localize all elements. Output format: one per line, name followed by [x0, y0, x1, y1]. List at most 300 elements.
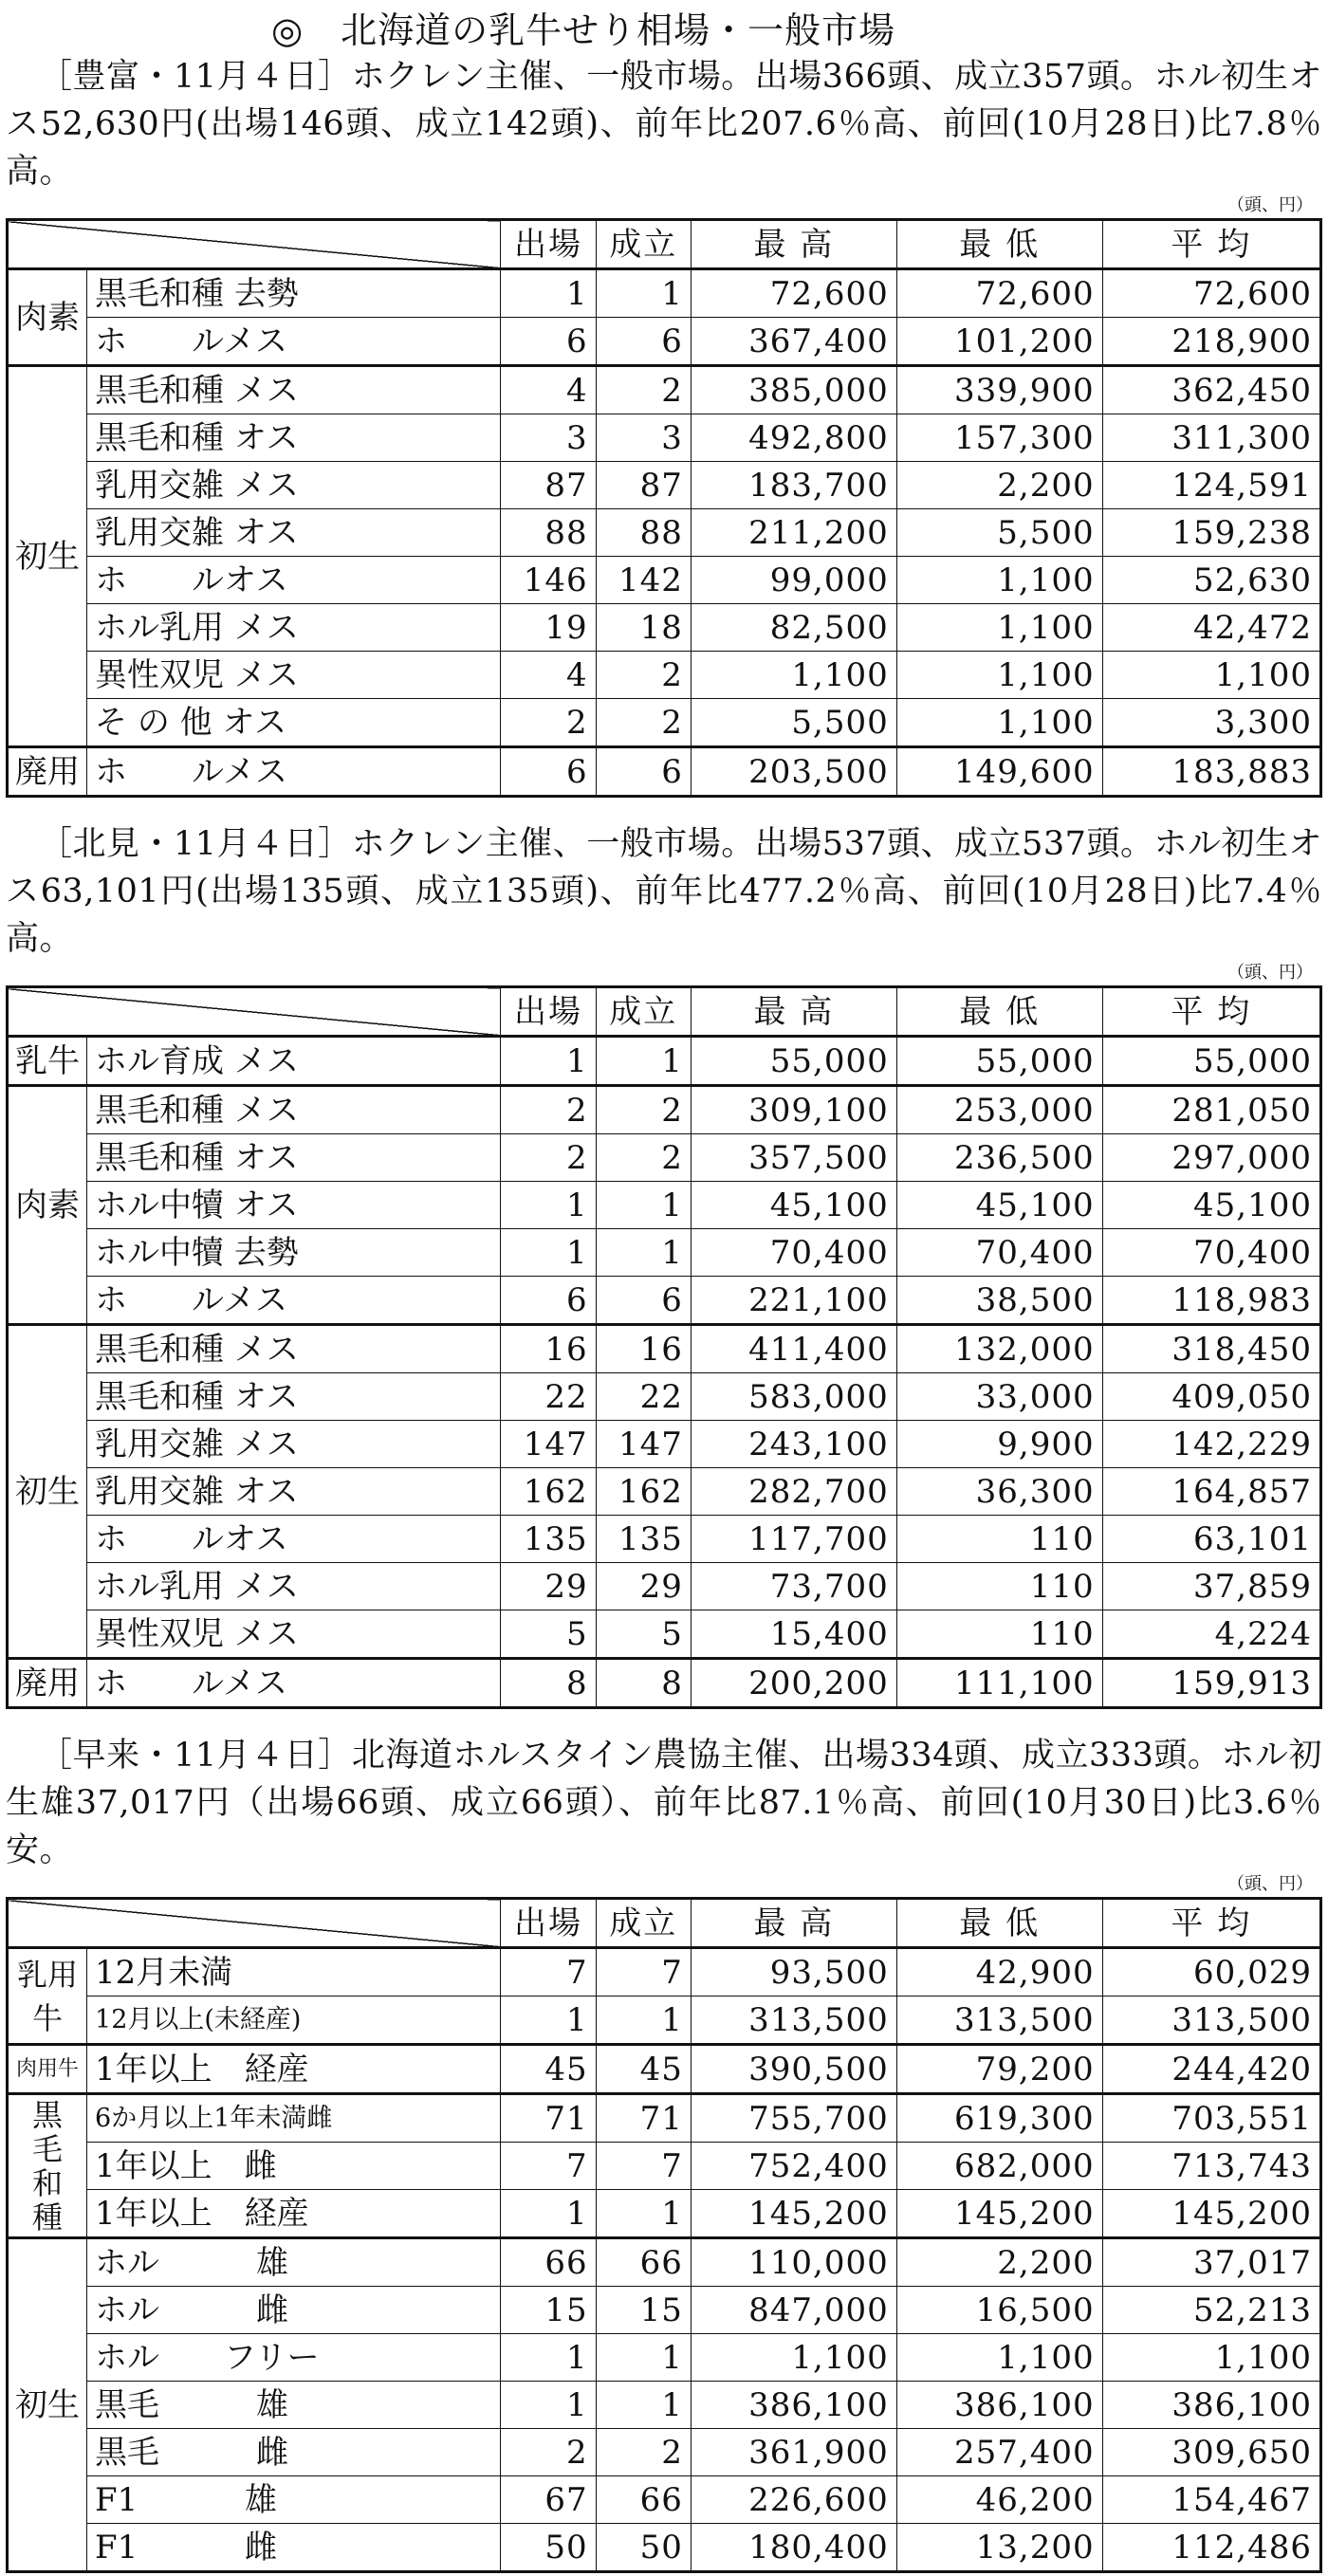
- value-cell: 1: [501, 2382, 596, 2429]
- value-cell: 147: [596, 1421, 691, 1468]
- value-cell: 110,000: [691, 2238, 896, 2287]
- value-cell: 253,000: [896, 1086, 1102, 1134]
- table-row: [8, 1468, 1321, 1516]
- value-cell: 244,420: [1102, 2045, 1320, 2094]
- market-section: [6, 53, 1322, 798]
- row-label: ホル中犢 オス: [87, 1182, 501, 1229]
- table-row: [8, 1659, 1321, 1708]
- table-row: [8, 2143, 1321, 2190]
- value-cell: 162: [501, 1468, 596, 1516]
- value-cell: 145,200: [691, 2190, 896, 2238]
- value-cell: 135: [501, 1516, 596, 1563]
- row-label: ホル中犢 去勢: [87, 1229, 501, 1277]
- value-cell: 752,400: [691, 2143, 896, 2190]
- value-cell: 45,100: [896, 1182, 1102, 1229]
- value-cell: 8: [501, 1659, 596, 1708]
- value-cell: 71: [596, 2094, 691, 2143]
- value-cell: 16: [501, 1325, 596, 1373]
- column-header: 出場: [501, 987, 596, 1037]
- table-row: [8, 604, 1321, 652]
- value-cell: 66: [501, 2238, 596, 2287]
- value-cell: 411,400: [691, 1325, 896, 1373]
- value-cell: 70,400: [896, 1229, 1102, 1277]
- value-cell: 309,100: [691, 1086, 896, 1134]
- value-cell: 6: [501, 747, 596, 797]
- corner-cell: [8, 987, 501, 1037]
- value-cell: 118,983: [1102, 1277, 1320, 1325]
- value-cell: 73,700: [691, 1563, 896, 1610]
- value-cell: 243,100: [691, 1421, 896, 1468]
- market-summary: ［早来・11月４日］北海道ホルスタイン農協主催、出場334頭、成立333頭。ホル初生雄37,017円（出場66頭、成立66頭）、前年比87.1％高、前回(10月30日)比3.6％安。: [6, 1737, 1322, 1869]
- value-cell: 36,300: [896, 1468, 1102, 1516]
- value-cell: 1: [596, 2382, 691, 2429]
- value-cell: 60,029: [1102, 1948, 1320, 1996]
- table-row: [8, 1277, 1321, 1325]
- row-label: ホ ルオス: [87, 1516, 501, 1563]
- market-summary: ［北見・11月４日］ホクレン主催、一般市場。出場537頭、成立537頭。ホル初生オス63,101円(出場135頭、成立135頭)、前年比477.2％高、前回(10月28日)比7.4％高。: [6, 825, 1322, 958]
- row-label: ホ ルメス: [87, 1659, 501, 1708]
- value-cell: 1: [596, 1182, 691, 1229]
- table-row: [8, 2382, 1321, 2429]
- value-cell: 33,000: [896, 1373, 1102, 1421]
- value-cell: 7: [596, 2143, 691, 2190]
- value-cell: 101,200: [896, 318, 1102, 366]
- row-label: F1 雌: [87, 2524, 501, 2572]
- value-cell: 313,500: [691, 1996, 896, 2045]
- table-row: [8, 2094, 1321, 2143]
- value-cell: 313,500: [896, 1996, 1102, 2045]
- value-cell: 117,700: [691, 1516, 896, 1563]
- row-label: ホ ルメス: [87, 1277, 501, 1325]
- column-header: 成立: [596, 987, 691, 1037]
- value-cell: 2: [501, 2429, 596, 2476]
- value-cell: 79,200: [896, 2045, 1102, 2094]
- markets-container: [6, 53, 1322, 2573]
- value-cell: 1,100: [896, 604, 1102, 652]
- value-cell: 72,600: [896, 269, 1102, 318]
- value-cell: 1: [596, 1037, 691, 1086]
- row-label: 12月以上(未経産): [87, 1996, 501, 2045]
- header-row: [8, 987, 1321, 1037]
- value-cell: 713,743: [1102, 2143, 1320, 2190]
- value-cell: 45: [596, 2045, 691, 2094]
- column-header: 最 低: [896, 1899, 1102, 1948]
- price-table: [6, 1897, 1322, 2573]
- value-cell: 1: [501, 269, 596, 318]
- row-label: 乳用交雑 メス: [87, 462, 501, 509]
- row-label: 黒毛 雄: [87, 2382, 501, 2429]
- value-cell: 42,900: [896, 1948, 1102, 1996]
- value-cell: 311,300: [1102, 414, 1320, 462]
- value-cell: 203,500: [691, 747, 896, 797]
- table-row: [8, 462, 1321, 509]
- value-cell: 5,500: [896, 509, 1102, 557]
- group-label: 廃用: [8, 747, 87, 797]
- row-label: 乳用交雑 オス: [87, 509, 501, 557]
- value-cell: 147: [501, 1421, 596, 1468]
- value-cell: 146: [501, 557, 596, 604]
- value-cell: 2: [596, 699, 691, 747]
- value-cell: 3,300: [1102, 699, 1320, 747]
- table-row: [8, 1421, 1321, 1468]
- value-cell: 50: [596, 2524, 691, 2572]
- value-cell: 67: [501, 2476, 596, 2524]
- value-cell: 111,100: [896, 1659, 1102, 1708]
- value-cell: 367,400: [691, 318, 896, 366]
- value-cell: 318,450: [1102, 1325, 1320, 1373]
- value-cell: 162: [596, 1468, 691, 1516]
- value-cell: 110: [896, 1563, 1102, 1610]
- value-cell: 180,400: [691, 2524, 896, 2572]
- unit-label: （頭、円）: [1227, 963, 1313, 983]
- value-cell: 3: [596, 414, 691, 462]
- value-cell: 157,300: [896, 414, 1102, 462]
- value-cell: 281,050: [1102, 1086, 1320, 1134]
- value-cell: 313,500: [1102, 1996, 1320, 2045]
- value-cell: 2,200: [896, 462, 1102, 509]
- value-cell: 93,500: [691, 1948, 896, 1996]
- value-cell: 164,857: [1102, 1468, 1320, 1516]
- group-label: 初生: [8, 366, 87, 747]
- value-cell: 1,100: [691, 652, 896, 699]
- table-row: [8, 366, 1321, 414]
- value-cell: 6: [596, 1277, 691, 1325]
- value-cell: 200,200: [691, 1659, 896, 1708]
- value-cell: 159,913: [1102, 1659, 1320, 1708]
- table-row: [8, 509, 1321, 557]
- value-cell: 1,100: [896, 2334, 1102, 2382]
- value-cell: 2: [596, 2429, 691, 2476]
- value-cell: 847,000: [691, 2287, 896, 2334]
- value-cell: 135: [596, 1516, 691, 1563]
- value-cell: 87: [501, 462, 596, 509]
- value-cell: 1: [596, 2334, 691, 2382]
- row-label: 6か月以上1年未満雌: [87, 2094, 501, 2143]
- column-header: 平 均: [1102, 987, 1320, 1037]
- value-cell: 29: [501, 1563, 596, 1610]
- value-cell: 7: [501, 1948, 596, 1996]
- column-header: 平 均: [1102, 1899, 1320, 1948]
- value-cell: 22: [501, 1373, 596, 1421]
- table-row: [8, 269, 1321, 318]
- table-row: [8, 2045, 1321, 2094]
- value-cell: 72,600: [691, 269, 896, 318]
- market-section: [6, 1732, 1322, 2573]
- row-label: 黒毛 雌: [87, 2429, 501, 2476]
- group-label: 初生: [8, 1325, 87, 1659]
- row-label: 乳用交雑 メス: [87, 1421, 501, 1468]
- value-cell: 1: [501, 1182, 596, 1229]
- corner-cell: [8, 220, 501, 269]
- table-row: [8, 2287, 1321, 2334]
- value-cell: 88: [596, 509, 691, 557]
- table-row: [8, 2334, 1321, 2382]
- table-row: [8, 2429, 1321, 2476]
- row-label: 乳用交雑 オス: [87, 1468, 501, 1516]
- group-label: 乳牛: [8, 1037, 87, 1086]
- value-cell: 5: [501, 1610, 596, 1659]
- value-cell: 385,000: [691, 366, 896, 414]
- value-cell: 5,500: [691, 699, 896, 747]
- value-cell: 386,100: [896, 2382, 1102, 2429]
- group-label: 黒 毛 和 種: [8, 2094, 87, 2238]
- value-cell: 37,017: [1102, 2238, 1320, 2287]
- value-cell: 390,500: [691, 2045, 896, 2094]
- row-label: ホル乳用 メス: [87, 1563, 501, 1610]
- table-row: [8, 414, 1321, 462]
- column-header: 成立: [596, 220, 691, 269]
- value-cell: 1: [596, 2190, 691, 2238]
- value-cell: 703,551: [1102, 2094, 1320, 2143]
- value-cell: 183,883: [1102, 747, 1320, 797]
- value-cell: 619,300: [896, 2094, 1102, 2143]
- row-label: ホル乳用 メス: [87, 604, 501, 652]
- row-label: 黒毛和種 オス: [87, 1373, 501, 1421]
- row-label: 黒毛和種 去勢: [87, 269, 501, 318]
- table-row: [8, 2190, 1321, 2238]
- value-cell: 110: [896, 1610, 1102, 1659]
- value-cell: 257,400: [896, 2429, 1102, 2476]
- value-cell: 7: [501, 2143, 596, 2190]
- value-cell: 5: [596, 1610, 691, 1659]
- value-cell: 50: [501, 2524, 596, 2572]
- value-cell: 88: [501, 509, 596, 557]
- value-cell: 6: [596, 747, 691, 797]
- value-cell: 357,500: [691, 1134, 896, 1182]
- table-row: [8, 318, 1321, 366]
- column-header: 出場: [501, 220, 596, 269]
- group-label: 初生: [8, 2238, 87, 2572]
- value-cell: 3: [501, 414, 596, 462]
- table-row: [8, 2476, 1321, 2524]
- value-cell: 6: [501, 1277, 596, 1325]
- table-row: [8, 1948, 1321, 1996]
- row-label: そ の 他 オス: [87, 699, 501, 747]
- column-header: 平 均: [1102, 220, 1320, 269]
- value-cell: 492,800: [691, 414, 896, 462]
- unit-label: （頭、円）: [1227, 1874, 1313, 1894]
- row-label: 黒毛和種 メス: [87, 366, 501, 414]
- value-cell: 1: [596, 1229, 691, 1277]
- value-cell: 42,472: [1102, 604, 1320, 652]
- table-row: [8, 2524, 1321, 2572]
- table-row: [8, 652, 1321, 699]
- value-cell: 19: [501, 604, 596, 652]
- value-cell: 72,600: [1102, 269, 1320, 318]
- column-header: 最 高: [691, 220, 896, 269]
- value-cell: 145,200: [896, 2190, 1102, 2238]
- value-cell: 2,200: [896, 2238, 1102, 2287]
- value-cell: 52,630: [1102, 557, 1320, 604]
- value-cell: 1,100: [896, 699, 1102, 747]
- value-cell: 45,100: [691, 1182, 896, 1229]
- value-cell: 38,500: [896, 1277, 1102, 1325]
- value-cell: 755,700: [691, 2094, 896, 2143]
- table-row: [8, 1086, 1321, 1134]
- table-row: [8, 1325, 1321, 1373]
- row-label: ホル フリー: [87, 2334, 501, 2382]
- row-label: ホル 雌: [87, 2287, 501, 2334]
- value-cell: 45,100: [1102, 1182, 1320, 1229]
- value-cell: 1: [596, 1996, 691, 2045]
- row-label: ホル育成 メス: [87, 1037, 501, 1086]
- table-row: [8, 1563, 1321, 1610]
- value-cell: 1,100: [1102, 652, 1320, 699]
- row-label: 1年以上 経産: [87, 2190, 501, 2238]
- value-cell: 386,100: [691, 2382, 896, 2429]
- value-cell: 9,900: [896, 1421, 1102, 1468]
- value-cell: 236,500: [896, 1134, 1102, 1182]
- row-label: ホル 雄: [87, 2238, 501, 2287]
- value-cell: 16: [596, 1325, 691, 1373]
- table-row: [8, 1229, 1321, 1277]
- value-cell: 221,100: [691, 1277, 896, 1325]
- value-cell: 1: [596, 269, 691, 318]
- value-cell: 66: [596, 2476, 691, 2524]
- table-row: [8, 1182, 1321, 1229]
- value-cell: 2: [596, 1086, 691, 1134]
- value-cell: 99,000: [691, 557, 896, 604]
- value-cell: 55,000: [1102, 1037, 1320, 1086]
- price-table: [6, 218, 1322, 798]
- value-cell: 70,400: [691, 1229, 896, 1277]
- row-label: 黒毛和種 メス: [87, 1325, 501, 1373]
- value-cell: 1: [501, 1996, 596, 2045]
- value-cell: 15: [501, 2287, 596, 2334]
- value-cell: 66: [596, 2238, 691, 2287]
- value-cell: 22: [596, 1373, 691, 1421]
- table-row: [8, 1373, 1321, 1421]
- value-cell: 409,050: [1102, 1373, 1320, 1421]
- column-header: 最 高: [691, 987, 896, 1037]
- group-label: 乳用 牛: [8, 1948, 87, 2045]
- value-cell: 154,467: [1102, 2476, 1320, 2524]
- row-label: 1年以上 経産: [87, 2045, 501, 2094]
- value-cell: 386,100: [1102, 2382, 1320, 2429]
- value-cell: 211,200: [691, 509, 896, 557]
- group-label: 肉素: [8, 1086, 87, 1325]
- market-section: [6, 820, 1322, 1709]
- value-cell: 63,101: [1102, 1516, 1320, 1563]
- column-header: 出場: [501, 1899, 596, 1948]
- value-cell: 71: [501, 2094, 596, 2143]
- value-cell: 183,700: [691, 462, 896, 509]
- value-cell: 1,100: [691, 2334, 896, 2382]
- row-label: ホ ルメス: [87, 318, 501, 366]
- table-row: [8, 557, 1321, 604]
- group-label: 肉素: [8, 269, 87, 366]
- value-cell: 70,400: [1102, 1229, 1320, 1277]
- value-cell: 37,859: [1102, 1563, 1320, 1610]
- value-cell: 2: [501, 699, 596, 747]
- value-cell: 218,900: [1102, 318, 1320, 366]
- value-cell: 18: [596, 604, 691, 652]
- value-cell: 583,000: [691, 1373, 896, 1421]
- value-cell: 142: [596, 557, 691, 604]
- value-cell: 1: [501, 2334, 596, 2382]
- corner-cell: [8, 1899, 501, 1948]
- value-cell: 1,100: [1102, 2334, 1320, 2382]
- page-title: ◎ 北海道の乳牛せり相場・一般市場: [271, 9, 896, 51]
- value-cell: 6: [596, 318, 691, 366]
- market-summary: ［豊富・11月４日］ホクレン主催、一般市場。出場366頭、成立357頭。ホル初生オス52,630円(出場146頭、成立142頭)、前年比207.6％高、前回(10月28日)比7.8％高。: [6, 58, 1322, 191]
- value-cell: 149,600: [896, 747, 1102, 797]
- row-label: 異性双児 メス: [87, 652, 501, 699]
- value-cell: 226,600: [691, 2476, 896, 2524]
- value-cell: 2: [596, 366, 691, 414]
- value-cell: 124,591: [1102, 462, 1320, 509]
- value-cell: 142,229: [1102, 1421, 1320, 1468]
- value-cell: 309,650: [1102, 2429, 1320, 2476]
- value-cell: 4,224: [1102, 1610, 1320, 1659]
- value-cell: 15: [596, 2287, 691, 2334]
- table-row: [8, 1516, 1321, 1563]
- row-label: F1 雄: [87, 2476, 501, 2524]
- column-header: 成立: [596, 1899, 691, 1948]
- value-cell: 82,500: [691, 604, 896, 652]
- value-cell: 362,450: [1102, 366, 1320, 414]
- header-row: [8, 1899, 1321, 1948]
- value-cell: 52,213: [1102, 2287, 1320, 2334]
- value-cell: 682,000: [896, 2143, 1102, 2190]
- value-cell: 2: [596, 1134, 691, 1182]
- table-row: [8, 2238, 1321, 2287]
- row-label: 1年以上 雌: [87, 2143, 501, 2190]
- value-cell: 339,900: [896, 366, 1102, 414]
- value-cell: 2: [596, 652, 691, 699]
- row-label: ホ ルメス: [87, 747, 501, 797]
- value-cell: 1: [501, 1229, 596, 1277]
- value-cell: 110: [896, 1516, 1102, 1563]
- value-cell: 4: [501, 652, 596, 699]
- column-header: 最 低: [896, 987, 1102, 1037]
- value-cell: 7: [596, 1948, 691, 1996]
- value-cell: 45: [501, 2045, 596, 2094]
- column-header: 最 高: [691, 1899, 896, 1948]
- value-cell: 2: [501, 1134, 596, 1182]
- value-cell: 282,700: [691, 1468, 896, 1516]
- value-cell: 132,000: [896, 1325, 1102, 1373]
- row-label: 黒毛和種 オス: [87, 414, 501, 462]
- value-cell: 159,238: [1102, 509, 1320, 557]
- row-label: 黒毛和種 メス: [87, 1086, 501, 1134]
- value-cell: 1,100: [896, 652, 1102, 699]
- value-cell: 29: [596, 1563, 691, 1610]
- value-cell: 46,200: [896, 2476, 1102, 2524]
- unit-label: （頭、円）: [1227, 195, 1313, 215]
- value-cell: 112,486: [1102, 2524, 1320, 2572]
- row-label: 異性双児 メス: [87, 1610, 501, 1659]
- value-cell: 13,200: [896, 2524, 1102, 2572]
- value-cell: 4: [501, 366, 596, 414]
- value-cell: 1,100: [896, 557, 1102, 604]
- column-header: 最 低: [896, 220, 1102, 269]
- value-cell: 87: [596, 462, 691, 509]
- table-row: [8, 747, 1321, 797]
- value-cell: 8: [596, 1659, 691, 1708]
- table-row: [8, 1610, 1321, 1659]
- value-cell: 16,500: [896, 2287, 1102, 2334]
- table-row: [8, 1037, 1321, 1086]
- value-cell: 2: [501, 1086, 596, 1134]
- row-label: 黒毛和種 オス: [87, 1134, 501, 1182]
- row-label: 12月未満: [87, 1948, 501, 1996]
- table-row: [8, 1134, 1321, 1182]
- value-cell: 6: [501, 318, 596, 366]
- group-label: 肉用牛: [8, 2045, 87, 2094]
- value-cell: 1: [501, 2190, 596, 2238]
- row-label: ホ ルオス: [87, 557, 501, 604]
